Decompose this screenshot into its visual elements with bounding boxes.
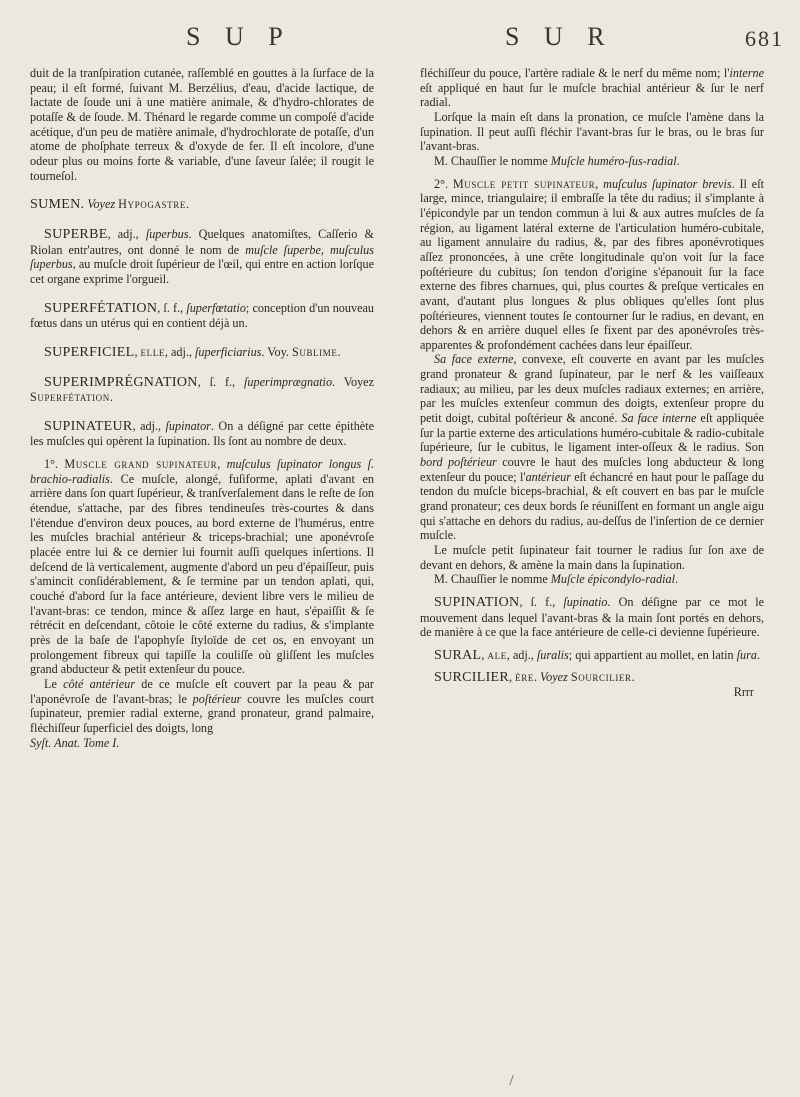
- left-column: [30, 66, 374, 750]
- signature-mark: Rrrr: [733, 685, 754, 700]
- stray-mark: [509, 1075, 518, 1085]
- paragraph-chaussier-2: M. Chauſſier le nomme Muſcle épicondylo-radial.: [434, 572, 679, 587]
- entry-supination: SUPINATION, ſ. f., ſupinatio. On déſigne par ce mot le mouvement dans lequel l'avant-bras & la main ſont portés en dehors, de manière à ce que la face antérieure de celle-ci devienne ſupérieure.: [420, 594, 764, 640]
- paragraph-pronation: Lorſque la main eſt dans la pronation, ce muſcle l'amène dans la ſupination. Il peut auſſi fléchir l'avant-bras ſur le bras, ou le bras ſur l'avant-bras.: [420, 109, 764, 154]
- right-column: [420, 66, 764, 700]
- entry-supinateur: SUPINATEUR, adj., ſupinator. On a déſigné par cette épithète les muſcles qui opèrent la ſupination. Ils ſont au nombre de deux.: [30, 418, 374, 449]
- paragraph-chaussier-1: M. Chauſſier le nomme Muſcle huméro-ſus-radial.: [434, 153, 680, 168]
- subentry-grand-supinateur: 1°. Muscle grand supinateur, muſculus ſupinator longus ſ. brachio-radialis. Ce muſcle, alongé, fuſiforme, aplati d'avant en arrière dans ſon quart ſupérieur, & tranſverſalement dans le reſte de ſon étendue, s'attache, par des fibres tendineuſes très-courtes & dans l'étendue d'environ deux pouces, au bord externe de l'humérus, entre les muſcles brachial antérieur & triceps-brachial; une aponévroſe placée entre lui & ce dernier lui fournit auſſi quelques inſertions. Il deſcend de là verticalement, augmente d'abord un peu d'épaiſſeur, puis s'amincit conſidérablement, & ſe termine par un tendon aplati, qui, couché d'abord ſur la face antérieure, devient libre vers le milieu de l'avant-bras: ce tendon, mince & aſſez large en haut, s'épaiſſit & ſe rétrécit en deſcendant, côtoie le côté externe du radius, & s'implante près de la baſe de l'apophyſe ſtyloïde de cet os, en envoyant un prolongement fibreux qui tapiſſe la couliſſe où gliſſent les muſcles grand abducteur & petit extenſeur du pouce.: [30, 457, 375, 677]
- page-number: 681: [745, 26, 784, 51]
- paragraph-faces: Sa face externe, convexe, eſt couverte en avant par les muſcles grand pronateur & grand ſupinateur, par le nerf & les vaiſſeaux radiaux; au milieu, par les deux muſcles radiaux externes; en arrière, par les muſcles extenſeur commun des doigts, extenſeur propre du petit doigt, cubital poſtérieur & anconé. Sa face interne eſt appliquée ſur la partie externe des articulations huméro-cubitale & radio-cubitale ſupérieure, ſur le cubitus, le ligament inter-oſſeux & le radius. Son bord poſtérieur couvre le haut des muſcles long abducteur & long extenſeur du pouce; l'antérieur eſt échancré en haut pour le paſſage du tendon du muſcle biceps-brachial, & eſt couvert en bas par le muſcle grand pronateur; ces deux bords ſe réuniſſent en formant un angle aigu qui s'attache en dehors du radius, au-deſſus de l'inſertion de ce dernier muſcle.: [420, 352, 764, 543]
- paragraph-cote-anterieur: Le côté antérieur de ce muſcle eſt couvert par la peau & par l'aponévroſe de l'avant-bras; le poſtérieur couvre les muſcles court ſupinateur, premier radial externe, grand pronateur, grand palmaire, fléchiſſeur ſuperficiel des doigts, long: [30, 676, 374, 735]
- signature-left: Syſt. Anat. Tome I.: [30, 735, 120, 750]
- entry-sumen: SUMEN. Voyez Hypogastre.: [30, 197, 190, 213]
- entry-sural: SURAL, ale, adj., ſuralis; qui appartient au mollet, en latin ſura.: [434, 647, 761, 663]
- continued-paragraph-right: fléchiſſeur du pouce, l'artère radiale & le nerf du même nom; l'interne eſt appliqué en haut ſur le muſcle brachial antérieur & ſur le nerf radial.: [420, 66, 764, 110]
- running-head-right: S U R: [505, 22, 614, 51]
- entry-surcilier: SURCILIER, ère. Voyez Sourcilier.: [434, 669, 636, 685]
- entry-superbe: SUPERBE, adj., ſuperbus. Quelques anatomiſtes, Caſſerio & Riolan entr'autres, ont donné le nom de muſcle ſuperbe, muſculus ſuperbus, au muſcle droit ſupérieur de l'œil, qui entre en action lorſque cet organe exprime l'orgueil.: [30, 226, 374, 286]
- subentry-petit-supinateur: 2°. Muscle petit supinateur, muſculus ſupinator brevis. Il eſt large, mince, triangulaire; il embraſſe la tête du radius; il s'implante à l'épicondyle par un tendon commun à lui & aux autres muſcles de ſa région, au ligament latéral externe de l'articulation huméro-cubitale, au ligament annulaire du radius, &, par des fibres aponévrotiques aſſez prononcées, à une crête longitudinale qu'on voit ſur la face poſtérieure du cubitus; ſon tendon d'origine s'épanouit ſur la face externe des fibres charnues, qui, plus courtes & preſque verticales en avant, d'autant plus longues & plus obliques qu'elles ſont plus poſtérieures, viennent toutes ſe contourner ſur le radius, en devant, en dehors & en arrière duquel elles ſe fixent par des aponévroſes très-apparentes & profondément cachées dans leur épaiſſeur.: [420, 176, 764, 352]
- entry-superfetation: SUPERFÉTATION, ſ. f., ſuperfœtatio; conception d'un nouveau fœtus dans un utérus qui en contient déjà un.: [30, 300, 374, 331]
- continued-paragraph: duit de la tranſpiration cutanée, raſſemblé en gouttes à la ſurface de la peau; il eſt formé, ſuivant M. Berzélius, d'eau, d'acide lactique, de lactate de ſoude uni à une matière animale, & d'hydro-chlorates de potaſſe & de ſoude. M. Thénard le regarde comme un compoſé d'acide acétique, d'un peu de matière animale, d'hydrochlorate de potaſſe, d'un atome de phoſphate terreux & d'oxyde de fer. Il eſt incolore, d'une odeur plus ou moins forte & variable, d'une ſaveur ſalée; il rougit le tourneſol.: [30, 66, 374, 183]
- paragraph-action: Le muſcle petit ſupinateur fait tourner le radius ſur ſon axe de devant en dehors, & amène la main dans la ſupination.: [420, 543, 764, 572]
- entry-superficiel: SUPERFICIEL, elle, adj., ſuperficiarius. Voy. Sublime.: [44, 344, 342, 360]
- running-head-left: S U P: [186, 22, 292, 51]
- entry-superimpregnation: SUPERIMPRÉGNATION, ſ. f., ſuperimprægnatio. Voyez Superfétation.: [30, 374, 375, 405]
